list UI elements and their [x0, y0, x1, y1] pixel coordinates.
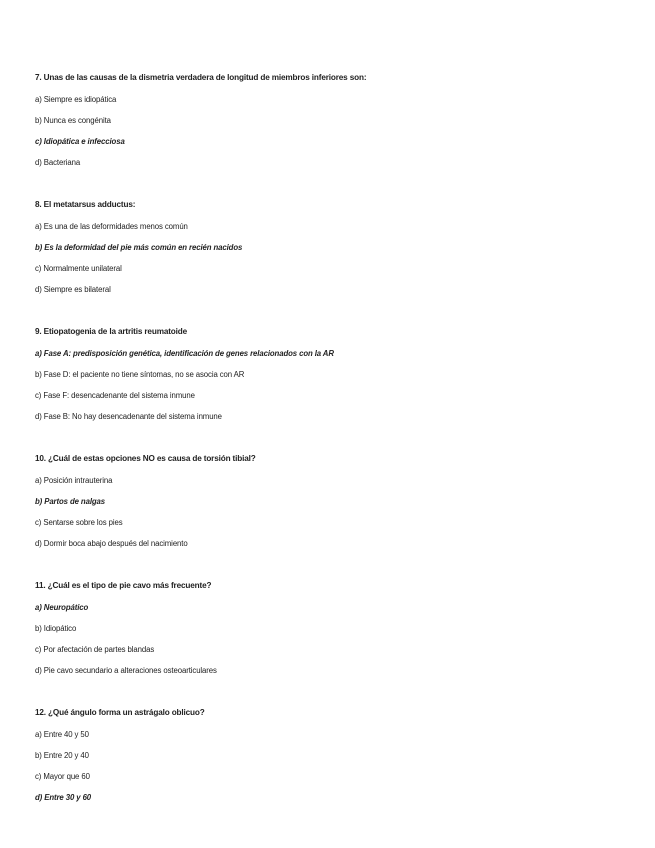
option-a: a) Siempre es idiopática [35, 95, 117, 104]
question-title: 11. ¿Cuál es el tipo de pie cavo más frecuente? [35, 581, 212, 590]
question-title: 9. Etiopatogenia de la artritis reumatoide [35, 327, 188, 336]
option-d-correct: d) Entre 30 y 60 [35, 793, 92, 802]
option-b-correct: b) Es la deformidad del pie más común en recién nacidos [35, 243, 243, 252]
question-10 [35, 454, 625, 549]
option-d: d) Fase B: No hay desencadenante del sistema inmune [35, 412, 222, 421]
option-c: c) Fase F: desencadenante del sistema inmune [35, 391, 195, 400]
option-b: b) Nunca es congénita [35, 116, 111, 125]
option-d: d) Pie cavo secundario a alteraciones osteoarticulares [35, 666, 217, 675]
question-title: 10. ¿Cuál de estas opciones NO es causa de torsión tibial? [35, 454, 256, 463]
option-a: a) Es una de las deformidades menos común [35, 222, 188, 231]
question-title: 12. ¿Qué ángulo forma un astrágalo oblicuo? [35, 708, 205, 717]
option-b: b) Fase D: el paciente no tiene síntomas, no se asocia con AR [35, 370, 245, 379]
option-c: c) Por afectación de partes blandas [35, 645, 155, 654]
option-c-correct: c) Idiopática e infecciosa [35, 137, 125, 146]
question-7 [35, 73, 625, 168]
question-9 [35, 327, 625, 422]
option-d: d) Siempre es bilateral [35, 285, 111, 294]
option-a-correct: a) Neuropático [35, 603, 89, 612]
option-d: d) Bacteriana [35, 158, 81, 167]
option-c: c) Sentarse sobre los pies [35, 518, 123, 527]
question-11 [35, 581, 625, 676]
option-b: b) Entre 20 y 40 [35, 751, 89, 760]
question-title: 8. El metatarsus adductus: [35, 200, 136, 209]
question-title: 7. Unas de las causas de la dismetria verdadera de longitud de miembros inferiores son: [35, 73, 367, 82]
option-d: d) Dormir boca abajo después del nacimiento [35, 539, 188, 548]
option-c: c) Normalmente unilateral [35, 264, 122, 273]
option-a: a) Posición intrauterina [35, 476, 113, 485]
option-a-correct: a) Fase A: predisposición genética, identificación de genes relacionados con la AR [35, 349, 334, 358]
question-8 [35, 200, 625, 295]
option-c: c) Mayor que 60 [35, 772, 90, 781]
option-b: b) Idiopático [35, 624, 77, 633]
option-a: a) Entre 40 y 50 [35, 730, 89, 739]
question-12 [35, 708, 625, 803]
option-b-correct: b) Partos de nalgas [35, 497, 106, 506]
